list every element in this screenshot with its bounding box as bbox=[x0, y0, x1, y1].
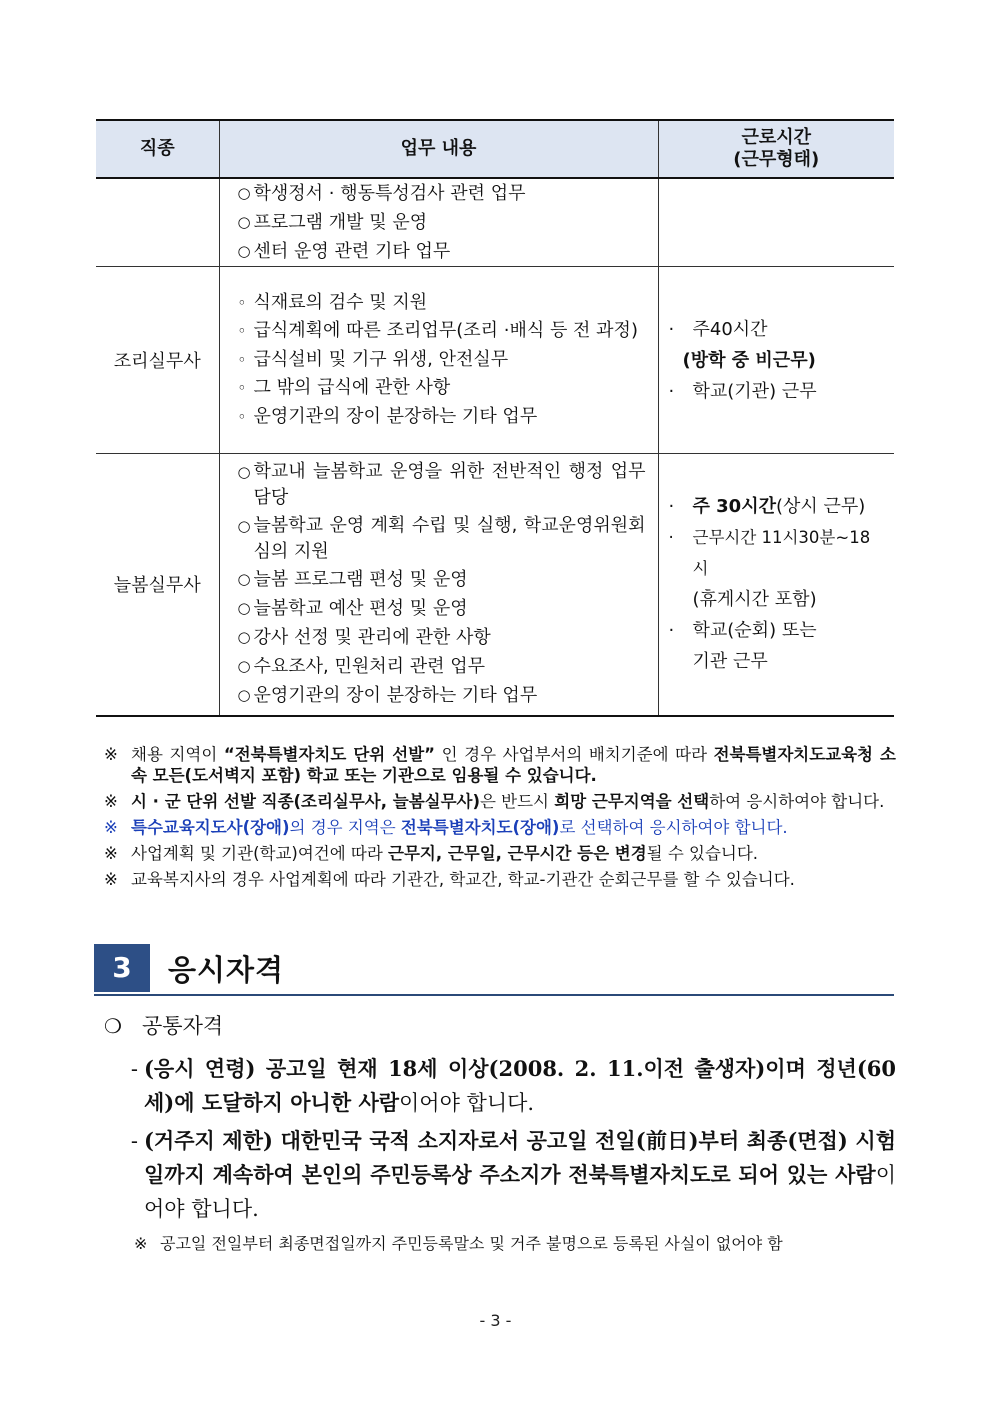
section-number: 3 bbox=[94, 944, 150, 992]
section-title: 응시자격 bbox=[168, 953, 285, 987]
list-item: ○ 늘봄학교 예산 편성 및 운영 bbox=[237, 597, 468, 619]
header-duties: 업무 내용 bbox=[219, 120, 658, 178]
list-item: ◦ 급식설비 및 기구 위생, 안전실무 bbox=[237, 348, 509, 370]
list-item: ◦ 운영기관의 장이 분장하는 기타 업무 bbox=[237, 405, 538, 427]
header-working-hours bbox=[658, 120, 894, 178]
duties-cell bbox=[219, 267, 658, 454]
qualification-note: ※ 공고일 전일부터 최종면접일까지 주민등록말소 및 거주 불명으로 등록된 사실이 없어야 함 bbox=[134, 1234, 783, 1253]
job-type-cell: 조리실무사 bbox=[96, 267, 219, 454]
list-item: ○ 센터 운영 관련 기타 업무 bbox=[237, 241, 451, 262]
hours-cell bbox=[658, 454, 894, 716]
list-item: ○ 늘봄학교 운영 계획 수립 및 실행, 학교운영위원회 심의 지원 bbox=[237, 514, 646, 562]
qualification-item: - (거주지 제한) 대한민국 국적 소지자로서 공고일 전일(前日)부터 최종(면접) 시험일까지 계속하여 본인의 주민등록상 주소지가 전북특별자치도로 되어 있는 사람이어야 합니다. bbox=[130, 1128, 896, 1221]
hours-cell bbox=[658, 178, 894, 267]
note-item: ※ 시 · 군 단위 선발 직종(조리실무사, 늘봄실무사)은 반드시 희망 근무지역을 선택하여 응시하여야 합니다. bbox=[104, 792, 885, 811]
list-item: ◦ 급식계획에 따른 조리업무(조리 ·배식 등 전 과정) bbox=[237, 320, 638, 342]
list-item: ○ 수요조사, 민원처리 관련 업무 bbox=[237, 655, 486, 677]
list-item: ◦ 그 밖의 급식에 관한 사항 bbox=[237, 377, 451, 399]
table-header-row bbox=[96, 120, 894, 178]
job-type-cell: 늘봄실무사 bbox=[96, 454, 219, 716]
duties-cell bbox=[219, 454, 658, 716]
list-item: ○ 학교내 늘봄학교 운영을 위한 전반적인 행정 업무 담당 bbox=[237, 460, 646, 508]
list-item: (휴게시간 포함) bbox=[692, 589, 817, 611]
notes-block bbox=[104, 744, 896, 895]
list-item: · 학교(기관) 근무 bbox=[668, 380, 817, 402]
section-header bbox=[94, 944, 894, 996]
list-item: · 주40시간 bbox=[668, 318, 768, 340]
list-item: 기관 근무 bbox=[692, 651, 768, 673]
list-item: ○ 늘봄 프로그램 편성 및 운영 bbox=[237, 568, 468, 590]
list-item: ○ 학생정서 · 행동특성검사 관련 업무 bbox=[237, 183, 526, 204]
list-item: ○ 강사 선정 및 관리에 관한 사항 bbox=[237, 626, 491, 648]
hours-cell bbox=[658, 267, 894, 454]
header-hours-line1: 근로시간 bbox=[741, 126, 812, 148]
header-hours-line2: (근무형태) bbox=[733, 149, 820, 170]
job-duty-table bbox=[96, 119, 894, 717]
list-item: · 근무시간 11시30분~18시 bbox=[668, 528, 871, 579]
header-job-type: 직종 bbox=[96, 120, 219, 178]
list-item: ◦ 식재료의 검수 및 지원 bbox=[237, 291, 428, 313]
table-row bbox=[96, 267, 894, 454]
note-item: ※ 특수교육지도사(장애)의 경우 지역은 전북특별자치도(장애)로 선택하여 응시하여야 합니다. bbox=[104, 818, 788, 837]
qualifications-block bbox=[104, 1010, 896, 1256]
list-item: (방학 중 비근무) bbox=[682, 349, 816, 371]
list-item: · 주 30시간(상시 근무) bbox=[668, 496, 866, 518]
table-row bbox=[96, 454, 894, 716]
job-type-cell bbox=[96, 178, 219, 267]
list-item: · 학교(순회) 또는 bbox=[668, 620, 817, 642]
note-item: ※ 채용 지역이 “전북특별자치도 단위 선발” 인 경우 사업부서의 배치기준에 따라 전북특별자치도교육청 소속 모든(도서벽지 포함) 학교 또는 기관으로 임용될 수 있습니다. bbox=[104, 745, 896, 785]
qualifications-heading: ❍ 공통자격 bbox=[104, 1014, 224, 1038]
list-item: ○ 운영기관의 장이 분장하는 기타 업무 bbox=[237, 684, 538, 706]
note-item: ※ 사업계획 및 기관(학교)여건에 따라 근무지, 근무일, 근무시간 등은 변경될 수 있습니다. bbox=[104, 844, 759, 863]
note-item: ※ 교육복지사의 경우 사업계획에 따라 기관간, 학교간, 학교-기관간 순회근무를 할 수 있습니다. bbox=[104, 870, 795, 889]
list-item: ○ 프로그램 개발 및 운영 bbox=[237, 212, 428, 233]
page-number: - 3 - bbox=[479, 1311, 512, 1330]
qualification-item: - (응시 연령) 공고일 현재 18세 이상(2008. 2. 11.이전 출생자)이며 정년(60세)에 도달하지 아니한 사람이어야 합니다. bbox=[130, 1056, 896, 1115]
duties-cell bbox=[219, 178, 658, 267]
table-row bbox=[96, 178, 894, 267]
